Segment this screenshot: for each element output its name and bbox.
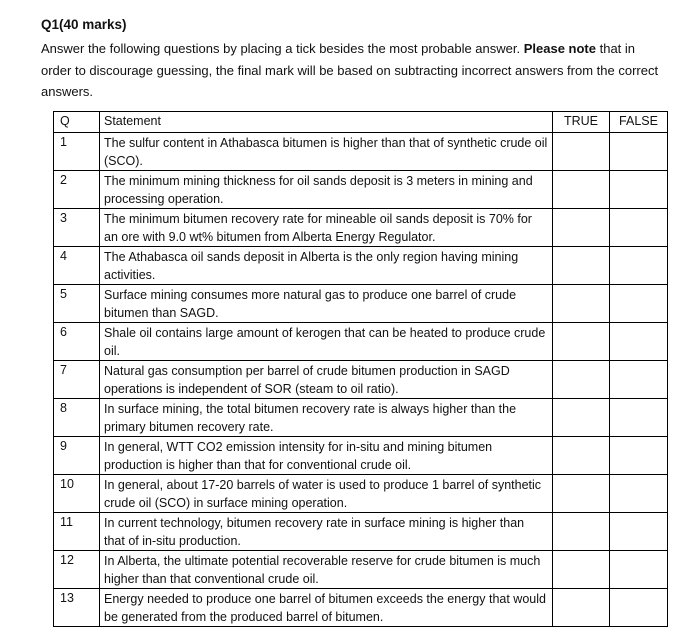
header-true: TRUE <box>553 112 610 133</box>
question-statement: Energy needed to produce one barrel of bitumen exceeds the energy that would be generated from the produced barrel of bitumen. <box>100 589 553 627</box>
true-answer-cell[interactable] <box>553 323 610 361</box>
instructions-note-bold: Please note <box>523 41 596 56</box>
question-statement: In current technology, bitumen recovery rate in surface mining is higher than that of in-situ production. <box>100 513 553 551</box>
true-false-table <box>53 111 668 627</box>
question-statement: The Athabasca oil sands deposit in Alberta is the only region having mining activities. <box>100 247 553 285</box>
question-number: 6 <box>54 323 100 361</box>
instructions-text-2: that in order to discourage guessing, the final mark will be based on subtracting incorrect answers from the correct answers. <box>41 41 659 99</box>
false-answer-cell[interactable] <box>610 247 668 285</box>
table-row <box>54 133 668 171</box>
true-answer-cell[interactable] <box>553 361 610 399</box>
true-answer-cell[interactable] <box>553 399 610 437</box>
question-statement: Surface mining consumes more natural gas to produce one barrel of crude bitumen than SAGD. <box>100 285 553 323</box>
table-row <box>54 285 668 323</box>
question-statement: The minimum mining thickness for oil sands deposit is 3 meters in mining and processing operation. <box>100 171 553 209</box>
table-row <box>54 437 668 475</box>
true-answer-cell[interactable] <box>553 437 610 475</box>
question-statement: The sulfur content in Athabasca bitumen is higher than that of synthetic crude oil (SCO). <box>100 133 553 171</box>
table-header-row <box>54 112 668 133</box>
table-row <box>54 551 668 589</box>
table-row <box>54 209 668 247</box>
true-answer-cell[interactable] <box>553 513 610 551</box>
false-answer-cell[interactable] <box>610 133 668 171</box>
false-answer-cell[interactable] <box>610 399 668 437</box>
question-number: 2 <box>54 171 100 209</box>
question-statement: In Alberta, the ultimate potential recoverable reserve for crude bitumen is much higher than that conventional crude oil. <box>100 551 553 589</box>
false-answer-cell[interactable] <box>610 285 668 323</box>
question-statement: The minimum bitumen recovery rate for mineable oil sands deposit is 70% for an ore with 9.0 wt% bitumen from Alberta Energy Regulator. <box>100 209 553 247</box>
table-row <box>54 361 668 399</box>
instructions-paragraph <box>41 38 666 103</box>
true-answer-cell[interactable] <box>553 285 610 323</box>
false-answer-cell[interactable] <box>610 437 668 475</box>
true-answer-cell[interactable] <box>553 475 610 513</box>
true-answer-cell[interactable] <box>553 171 610 209</box>
question-number: 4 <box>54 247 100 285</box>
table-row <box>54 475 668 513</box>
question-statement: In general, WTT CO2 emission intensity for in-situ and mining bitumen production is higher than that for conventional crude oil. <box>100 437 553 475</box>
true-answer-cell[interactable] <box>553 133 610 171</box>
question-number: 13 <box>54 589 100 627</box>
table-row <box>54 513 668 551</box>
header-q: Q <box>54 112 100 133</box>
question-number: 7 <box>54 361 100 399</box>
instructions-text-1: Answer the following questions by placing a tick besides the most probable answer. <box>41 41 524 56</box>
true-answer-cell[interactable] <box>553 209 610 247</box>
header-false: FALSE <box>610 112 668 133</box>
table-row <box>54 171 668 209</box>
table-row <box>54 399 668 437</box>
question-number: 1 <box>54 133 100 171</box>
question-statement: In surface mining, the total bitumen recovery rate is always higher than the primary bitumen recovery rate. <box>100 399 553 437</box>
table-row <box>54 247 668 285</box>
question-number: 12 <box>54 551 100 589</box>
question-statement: In general, about 17-20 barrels of water is used to produce 1 barrel of synthetic crude oil (SCO) in surface mining operation. <box>100 475 553 513</box>
true-answer-cell[interactable] <box>553 247 610 285</box>
false-answer-cell[interactable] <box>610 361 668 399</box>
false-answer-cell[interactable] <box>610 171 668 209</box>
false-answer-cell[interactable] <box>610 323 668 361</box>
question-statement: Natural gas consumption per barrel of crude bitumen production in SAGD operations is independent of SOR (steam to oil ratio). <box>100 361 553 399</box>
question-number: 9 <box>54 437 100 475</box>
question-heading: Q1(40 marks) <box>41 17 127 32</box>
false-answer-cell[interactable] <box>610 551 668 589</box>
question-number: 11 <box>54 513 100 551</box>
false-answer-cell[interactable] <box>610 475 668 513</box>
question-number: 10 <box>54 475 100 513</box>
question-number: 8 <box>54 399 100 437</box>
true-answer-cell[interactable] <box>553 551 610 589</box>
true-answer-cell[interactable] <box>553 589 610 627</box>
table-body <box>54 133 668 627</box>
false-answer-cell[interactable] <box>610 209 668 247</box>
table-row <box>54 323 668 361</box>
question-number: 5 <box>54 285 100 323</box>
false-answer-cell[interactable] <box>610 513 668 551</box>
question-statement: Shale oil contains large amount of kerogen that can be heated to produce crude oil. <box>100 323 553 361</box>
false-answer-cell[interactable] <box>610 589 668 627</box>
table-row <box>54 589 668 627</box>
question-number: 3 <box>54 209 100 247</box>
header-statement: Statement <box>100 112 553 133</box>
